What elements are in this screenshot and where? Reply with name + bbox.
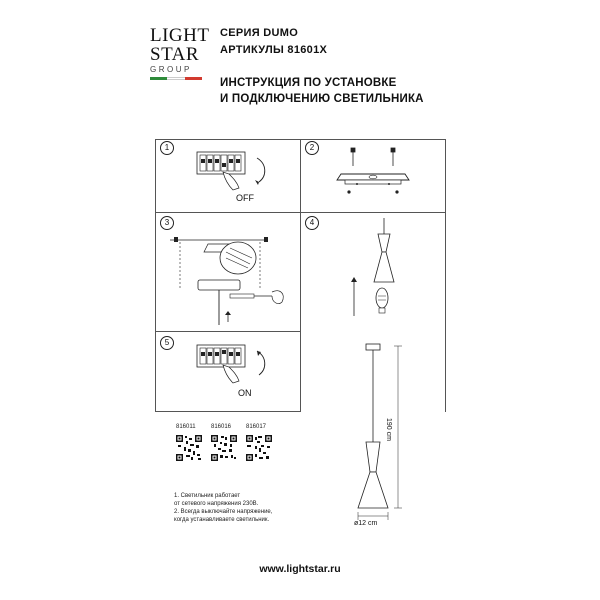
grid-center-divider (300, 139, 301, 412)
note-line-4: когда устанавливаете светильник. (174, 517, 270, 523)
height-dimension-label: 190 cm (385, 418, 392, 441)
website-link[interactable]: www.lightstar.ru (259, 563, 341, 575)
diameter-dimension-label: ø12 cm (354, 520, 378, 527)
step-1-off-label: OFF (236, 193, 254, 203)
note-line-2: от сетевого напряжения 230В. (174, 501, 259, 507)
grid-row-divider-2 (155, 331, 300, 332)
grid-bottom-left (155, 411, 300, 412)
grid-right-border (445, 139, 446, 412)
step-5-number: 5 (160, 336, 174, 350)
step-2-bracket-illustration (335, 148, 415, 203)
grid-left-border (155, 139, 156, 412)
logo-line-1: LIGHT (150, 25, 210, 46)
articles-title: АРТИКУЛЫ 81601X (220, 44, 328, 56)
brand-logo (150, 26, 220, 80)
qr-code-816016 (211, 435, 237, 461)
article-code-1: 816011 (176, 424, 196, 430)
note-line-1: 1. Светильник работает (174, 493, 241, 499)
step-3-wiring-illustration (168, 222, 293, 327)
step-1-number: 1 (160, 141, 174, 155)
qr-code-816017 (246, 435, 272, 461)
step-3-number: 3 (160, 216, 174, 230)
series-title: СЕРИЯ DUMO (220, 27, 299, 39)
step-5-on-label: ON (238, 388, 252, 398)
article-code-3: 816017 (246, 424, 267, 430)
logo-line-3: GROUP (150, 65, 192, 74)
note-line-3: 2. Всегда выключайте напряжение, (174, 509, 273, 515)
logo-line-2: STAR (150, 44, 200, 65)
instruction-title-line-1: ИНСТРУКЦИЯ ПО УСТАНОВКЕ (220, 77, 397, 89)
step-4-number: 4 (305, 216, 319, 230)
article-code-2: 816016 (211, 424, 232, 430)
step-4-lamp-illustration (340, 218, 420, 328)
pendant-dimension-drawing (340, 340, 420, 530)
step-2-number: 2 (305, 141, 319, 155)
instruction-title-line-2: И ПОДКЛЮЧЕНИЮ СВЕТИЛЬНИКА (220, 93, 424, 105)
italian-flag-stripe (150, 77, 202, 80)
qr-code-816011 (176, 435, 202, 461)
grid-row-divider-1 (155, 212, 445, 213)
